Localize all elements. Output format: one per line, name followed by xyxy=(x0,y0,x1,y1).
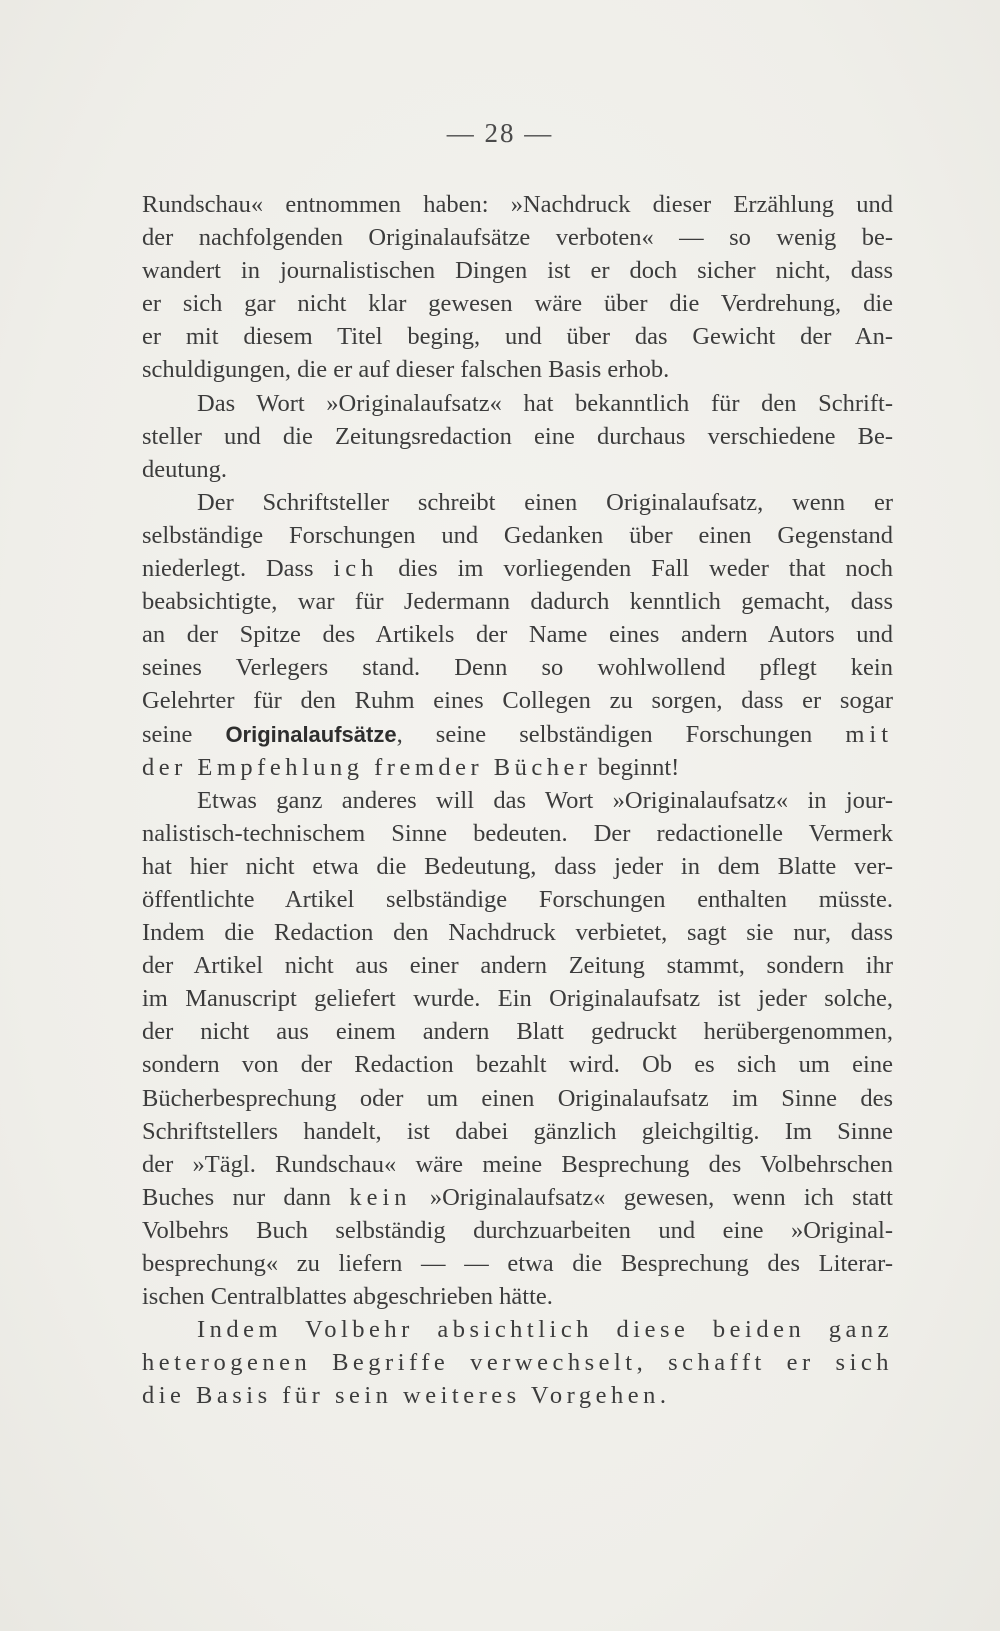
text-line: nalistisch-technischem Sinne bedeuten. Der redactionelle Vermerk xyxy=(142,819,893,847)
text-line: der Artikel nicht aus einer andern Zeitung stammt, sondern ihr xyxy=(142,952,893,980)
text-line: Das Wort »Originalaufsatz« hat bekanntlich für den Schrift- xyxy=(197,389,893,417)
spaced-emphasis: ich xyxy=(333,555,379,583)
text-line: wandert in journalistischen Dingen ist er doch sicher nicht, dass xyxy=(142,257,893,285)
text-line: Gelehrter für den Ruhm eines Collegen zu sorgen, dass er sogar xyxy=(142,687,893,715)
text-line: besprechung« zu liefern — — etwa die Besprechung des Literar- xyxy=(142,1250,893,1277)
text-fragment: dies im vorliegenden Fall weder that noch xyxy=(378,555,893,583)
bold-emphasis: Originalaufsätze xyxy=(225,721,397,747)
body-text xyxy=(142,188,893,1412)
text-line: beabsichtigte, war für Jedermann dadurch kenntlich gemacht, dass xyxy=(142,588,893,616)
text-line-composite xyxy=(142,552,893,585)
text-line: Volbehrs Buch selbständig durchzuarbeiten und eine »Original- xyxy=(142,1216,893,1244)
spaced-text-line: Indem Volbehr absichtlich diese beiden ganz xyxy=(197,1316,893,1344)
text-fragment: , seine selbständigen Forschungen xyxy=(396,720,846,748)
spaced-emphasis: der Empfehlung fremder Bücher xyxy=(142,753,592,781)
page-number: — 28 — xyxy=(446,118,554,148)
text-line: Der Schriftsteller schreibt einen Originalaufsatz, wenn er xyxy=(197,488,893,516)
text-line: seines Verlegers stand. Denn so wohlwollend pflegt kein xyxy=(142,654,893,682)
text-fragment: Buches nur dann xyxy=(142,1183,350,1211)
spaced-emphasis: kein xyxy=(349,1183,412,1211)
text-line: Bücherbesprechung oder um einen Originalaufsatz im Sinne des xyxy=(142,1084,893,1112)
text-line-composite xyxy=(142,718,893,751)
text-line: sondern von der Redaction bezahlt wird. Ob es sich um eine xyxy=(142,1051,893,1079)
text-line: er mit diesem Titel beging, und über das Gewicht der An- xyxy=(142,323,893,351)
text-line: steller und die Zeitungsredaction eine durchaus verschiedene Be- xyxy=(142,422,893,450)
text-fragment: niederlegt. Dass xyxy=(142,555,334,583)
text-line-composite xyxy=(142,751,893,784)
text-line: er sich gar nicht klar gewesen wäre über die Verdrehung, die xyxy=(142,290,893,318)
text-line: hat hier nicht etwa die Bedeutung, dass jeder in dem Blatte ver- xyxy=(142,852,893,880)
text-line: im Manuscript geliefert wurde. Ein Originalaufsatz ist jeder solche, xyxy=(142,985,893,1013)
text-fragment: »Originalaufsatz« gewesen, wenn ich statt xyxy=(411,1183,893,1211)
text-line: der »Tägl. Rundschau« wäre meine Besprechung des Volbehrschen xyxy=(142,1150,893,1178)
text-fragment: beginnt! xyxy=(591,753,680,781)
text-line: öffentlichte Artikel selbständige Forschungen enthalten müsste. xyxy=(142,885,893,913)
spaced-text-line: heterogenen Begriffe verwechselt, schafft er sich xyxy=(142,1349,893,1377)
text-line: der nicht aus einem andern Blatt gedruckt herübergenommen, xyxy=(142,1018,893,1046)
spaced-emphasis: mit xyxy=(845,720,893,748)
text-line: Rundschau« entnommen haben: »Nachdruck dieser Erzählung und xyxy=(142,191,893,218)
text-line: selbständige Forschungen und Gedanken über einen Gegenstand xyxy=(142,521,893,549)
text-line: an der Spitze des Artikels der Name eines andern Autors und xyxy=(142,621,893,649)
text-line: Schriftstellers handelt, ist dabei gänzlich gleichgiltig. Im Sinne xyxy=(142,1117,893,1145)
text-line-composite xyxy=(142,1181,893,1214)
text-line: Etwas ganz anderes will das Wort »Originalaufsatz« in jour- xyxy=(197,786,893,814)
text-line: schuldigungen, die er auf dieser falschen Basis erhob. xyxy=(142,356,670,384)
spaced-text-line: die Basis für sein weiteres Vorgehen. xyxy=(142,1382,671,1410)
text-line: deutung. xyxy=(142,455,228,483)
text-line: ischen Centralblattes abgeschrieben hätte. xyxy=(142,1283,553,1311)
text-line: der nachfolgenden Originalaufsätze verboten« — so wenig be- xyxy=(142,224,893,252)
text-fragment: seine xyxy=(142,720,226,748)
text-line: Indem die Redaction den Nachdruck verbietet, sagt sie nur, dass xyxy=(142,919,893,947)
